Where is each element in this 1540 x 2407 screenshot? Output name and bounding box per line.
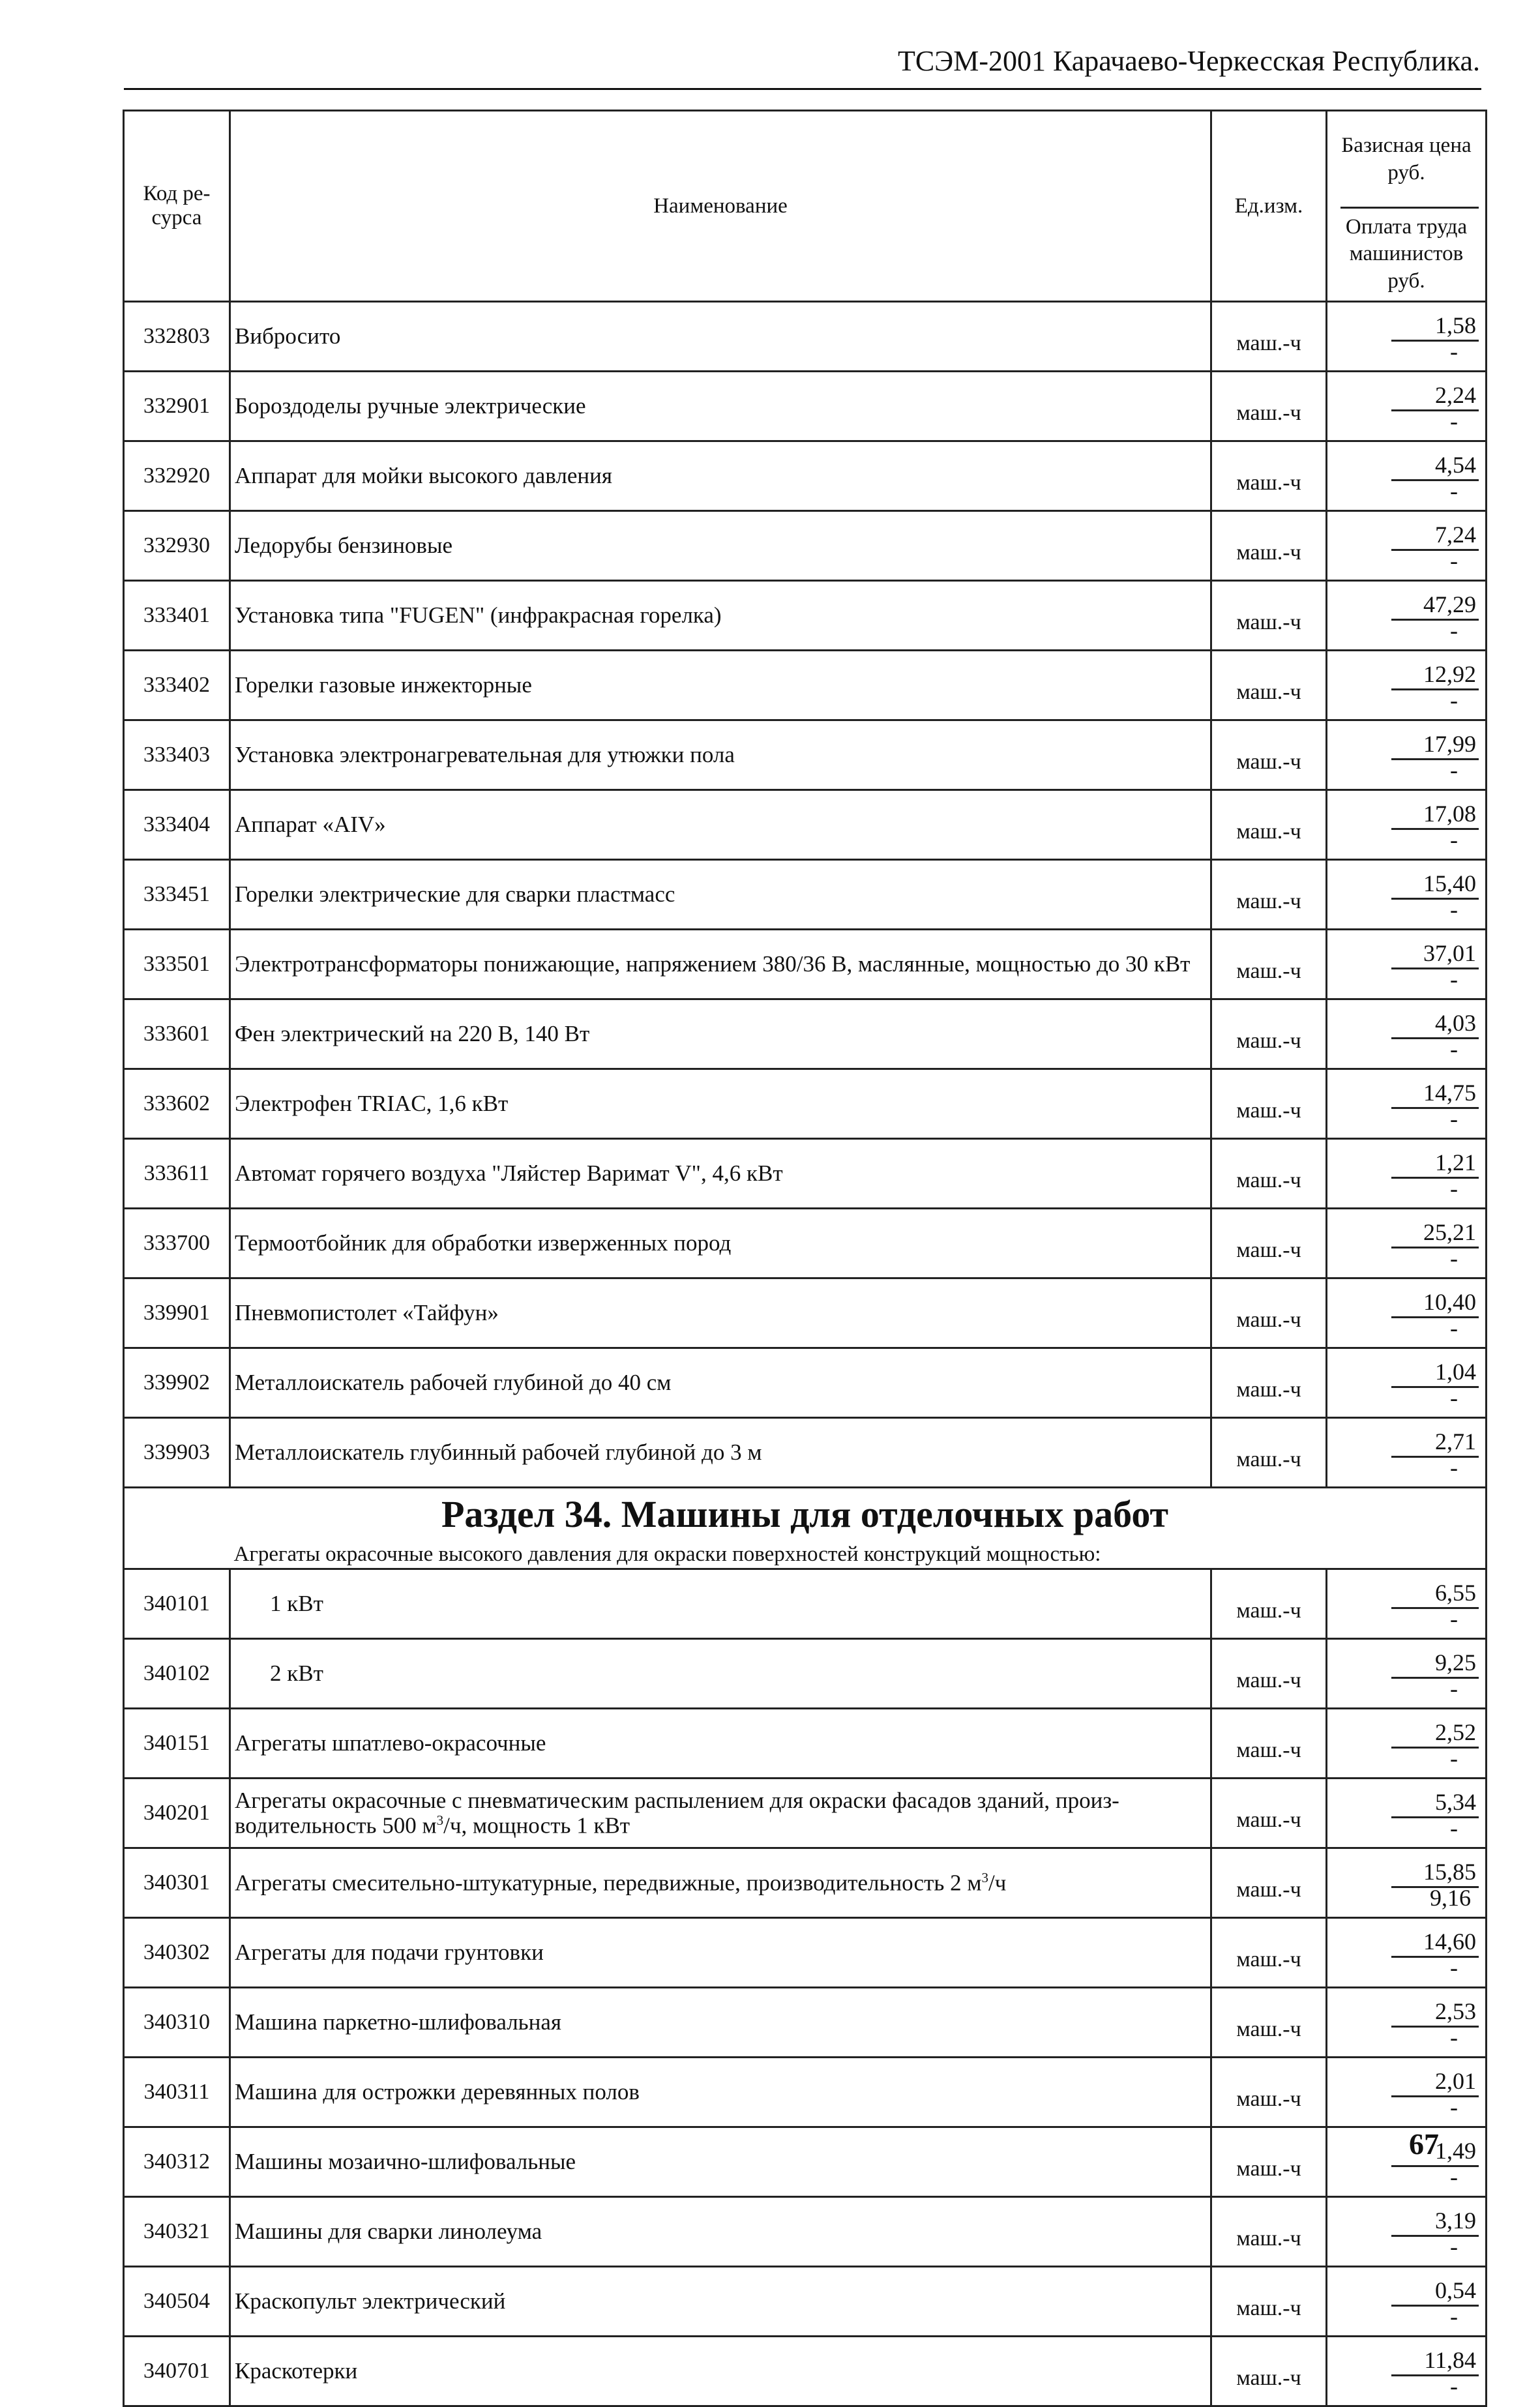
resource-name [230, 1779, 1211, 1848]
section-heading-row [124, 1488, 1487, 1541]
unit-of-measure: маш.-ч [1211, 1569, 1327, 1639]
resource-name-text: /ч [988, 1870, 1007, 1896]
unit-of-measure: маш.-ч [1211, 1918, 1327, 1988]
table-row [124, 441, 1487, 511]
resource-name-text: Агрегаты смесительно-штукатурные, передвижные, производительность 2 м [235, 1870, 982, 1896]
price-cell [1327, 302, 1487, 372]
table-row [124, 2058, 1487, 2127]
section-title: Раздел 34. Машины для отделочных работ [441, 1493, 1169, 1535]
operator-wage: - [1450, 478, 1458, 504]
base-price: 2,24 [1391, 381, 1479, 411]
resource-code: 333404 [124, 790, 230, 860]
resource-code: 339903 [124, 1418, 230, 1488]
resource-code: 340312 [124, 2127, 230, 2197]
base-price: 3,19 [1391, 2206, 1479, 2237]
base-price: 0,54 [1391, 2276, 1479, 2307]
unit-of-measure: маш.-ч [1211, 581, 1327, 651]
table-row [124, 511, 1487, 581]
table-row [124, 372, 1487, 441]
base-price: 37,01 [1391, 939, 1479, 969]
group-subheading: Агрегаты окрасочные высокого давления для окраски поверхностей конструкций мощностью: [233, 1542, 1101, 1566]
table-row [124, 1348, 1487, 1418]
resource-code: 333601 [124, 999, 230, 1069]
base-price: 15,85 [1391, 1857, 1479, 1888]
price-cell [1327, 651, 1487, 720]
resource-name-text: /ч, мощность 1 кВт [443, 1812, 630, 1838]
table-row [124, 1418, 1487, 1488]
base-price: 9,25 [1391, 1648, 1479, 1679]
resource-name: Установка электронагревательная для утюжки пола [230, 720, 1211, 790]
base-price: 17,99 [1391, 730, 1479, 760]
base-price: 4,54 [1391, 450, 1479, 481]
resource-code: 339902 [124, 1348, 230, 1418]
resource-name-text: Агрегаты окрасочные с пневматическим распылением для окраски фасадов зданий, произ-водительность 500 м [235, 1787, 1119, 1838]
price-cell [1327, 1639, 1487, 1709]
unit-exponent: 3 [981, 1869, 988, 1885]
operator-wage: - [1450, 2234, 1458, 2260]
operator-wage: - [1450, 548, 1458, 574]
resource-code: 333611 [124, 1139, 230, 1209]
operator-wage: - [1450, 2164, 1458, 2190]
base-price: 1,58 [1391, 311, 1479, 342]
resource-code: 340310 [124, 1988, 230, 2058]
table-row [124, 1278, 1487, 1348]
resource-name: Машины мозаично-шлифовальные [230, 2127, 1211, 2197]
resource-name: Термоотбойник для обработки изверженных пород [230, 1209, 1211, 1278]
price-cell [1327, 1918, 1487, 1988]
resource-name: 1 кВт [230, 1569, 1211, 1639]
base-price: 14,60 [1391, 1927, 1479, 1958]
price-cell [1327, 930, 1487, 999]
base-price: 47,29 [1391, 590, 1479, 621]
price-cell [1327, 999, 1487, 1069]
resource-name: Ледорубы бензиновые [230, 511, 1211, 581]
table-row [124, 1779, 1487, 1848]
unit-of-measure: маш.-ч [1211, 2337, 1327, 2406]
unit-of-measure: маш.-ч [1211, 2197, 1327, 2267]
table-row [124, 1918, 1487, 1988]
unit-of-measure: маш.-ч [1211, 1709, 1327, 1779]
resource-code: 340101 [124, 1569, 230, 1639]
resource-code: 340311 [124, 2058, 230, 2127]
base-price: 2,71 [1391, 1427, 1479, 1458]
header-rule [124, 88, 1481, 90]
resource-name: Металлоискатель рабочей глубиной до 40 см [230, 1348, 1211, 1418]
resource-name: Электрофен TRIAC, 1,6 кВт [230, 1069, 1211, 1139]
price-cell [1327, 1139, 1487, 1209]
table-row [124, 720, 1487, 790]
unit-of-measure: маш.-ч [1211, 999, 1327, 1069]
resource-code: 332930 [124, 511, 230, 581]
operator-wage: - [1450, 687, 1458, 713]
price-cell [1327, 860, 1487, 930]
base-price: 1,21 [1391, 1148, 1479, 1179]
column-header-price [1327, 111, 1487, 302]
document-header-title: ТСЭМ-2001 Карачаево-Черкесская Республика. [897, 45, 1480, 77]
resource-name: Аппарат «AIV» [230, 790, 1211, 860]
resource-code: 333451 [124, 860, 230, 930]
column-header-unit: Ед.изм. [1211, 111, 1327, 302]
unit-of-measure: маш.-ч [1211, 1139, 1327, 1209]
resource-code: 339901 [124, 1278, 230, 1348]
resource-name: Краскотерки [230, 2337, 1211, 2406]
resource-code: 332920 [124, 441, 230, 511]
price-cell [1327, 2337, 1487, 2406]
resource-code: 340321 [124, 2197, 230, 2267]
resource-code: 340102 [124, 1639, 230, 1709]
resource-name: Пневмопистолет «Тайфун» [230, 1278, 1211, 1348]
base-price: 2,01 [1391, 2067, 1479, 2097]
price-cell [1327, 1709, 1487, 1779]
operator-wage: 9,16 [1430, 1885, 1471, 1911]
resource-name: 2 кВт [230, 1639, 1211, 1709]
operator-wage: - [1450, 2373, 1458, 2399]
operator-wage: - [1450, 1676, 1458, 1702]
table-row [124, 790, 1487, 860]
column-header-operator-wage: Оплата труда машинистов руб. [1345, 215, 1468, 293]
price-cell [1327, 2197, 1487, 2267]
unit-of-measure: маш.-ч [1211, 790, 1327, 860]
operator-wage: - [1450, 1106, 1458, 1132]
operator-wage: - [1450, 896, 1458, 923]
operator-wage: - [1450, 338, 1458, 364]
unit-of-measure: маш.-ч [1211, 2058, 1327, 2127]
resource-name: Агрегаты шпатлево-окрасочные [230, 1709, 1211, 1779]
price-cell [1327, 1848, 1487, 1918]
operator-wage: - [1450, 1315, 1458, 1341]
resource-name: Вибросито [230, 302, 1211, 372]
resource-code: 333602 [124, 1069, 230, 1139]
base-price: 10,40 [1391, 1288, 1479, 1318]
column-header-base-price: Базисная цена руб. [1341, 134, 1472, 185]
operator-wage: - [1450, 827, 1458, 853]
resource-code: 333403 [124, 720, 230, 790]
group-subheading-row [124, 1541, 1487, 1569]
base-price: 2,52 [1391, 1718, 1479, 1749]
resource-code: 333402 [124, 651, 230, 720]
resource-name: Краскопульт электрический [230, 2267, 1211, 2337]
resource-code: 332803 [124, 302, 230, 372]
resource-name: Машина для острожки деревянных полов [230, 2058, 1211, 2127]
base-price: 6,55 [1391, 1578, 1479, 1609]
resource-price-table [123, 110, 1487, 2407]
table-row [124, 581, 1487, 651]
table-row [124, 860, 1487, 930]
unit-of-measure: маш.-ч [1211, 2127, 1327, 2197]
operator-wage: - [1450, 2303, 1458, 2329]
unit-of-measure: маш.-ч [1211, 302, 1327, 372]
base-price: 25,21 [1391, 1218, 1479, 1248]
unit-of-measure: маш.-ч [1211, 1988, 1327, 2058]
operator-wage: - [1450, 1815, 1458, 1841]
price-cell [1327, 1779, 1487, 1848]
base-price: 11,84 [1391, 2346, 1479, 2376]
price-cell [1327, 2127, 1487, 2197]
table-row [124, 1139, 1487, 1209]
price-cell [1327, 790, 1487, 860]
price-cell [1327, 1988, 1487, 2058]
resource-code: 340701 [124, 2337, 230, 2406]
price-cell [1327, 2058, 1487, 2127]
table-row [124, 2337, 1487, 2406]
operator-wage: - [1450, 1455, 1458, 1481]
table-row [124, 1069, 1487, 1139]
table-row [124, 2197, 1487, 2267]
unit-of-measure: маш.-ч [1211, 1639, 1327, 1709]
resource-code: 333501 [124, 930, 230, 999]
table-row [124, 1848, 1487, 1918]
base-price: 1,49 [1391, 2136, 1479, 2167]
unit-of-measure: маш.-ч [1211, 1779, 1327, 1848]
resource-name [230, 1848, 1211, 1918]
unit-of-measure: маш.-ч [1211, 1848, 1327, 1918]
table-row [124, 651, 1487, 720]
unit-of-measure: маш.-ч [1211, 720, 1327, 790]
resource-name: Машины для сварки линолеума [230, 2197, 1211, 2267]
base-price: 4,03 [1391, 1009, 1479, 1039]
resource-code: 340151 [124, 1709, 230, 1779]
operator-wage: - [1450, 1385, 1458, 1411]
unit-of-measure: маш.-ч [1211, 511, 1327, 581]
base-price: 17,08 [1391, 799, 1479, 830]
table-row [124, 2267, 1487, 2337]
resource-code: 332901 [124, 372, 230, 441]
resource-code: 340302 [124, 1918, 230, 1988]
operator-wage: - [1450, 2094, 1458, 2120]
column-header-code: Код ре- сурса [124, 111, 230, 302]
resource-name: Электротрансформаторы понижающие, напряжением 380/36 В, маслянные, мощностью до 30 кВт [230, 930, 1211, 999]
resource-code: 333700 [124, 1209, 230, 1278]
resource-name: Аппарат для мойки высокого давления [230, 441, 1211, 511]
resource-name: Горелки газовые инжекторные [230, 651, 1211, 720]
base-price: 14,75 [1391, 1078, 1479, 1109]
unit-of-measure: маш.-ч [1211, 860, 1327, 930]
resource-code: 340201 [124, 1779, 230, 1848]
unit-of-measure: маш.-ч [1211, 930, 1327, 999]
table-row [124, 1209, 1487, 1278]
price-cell [1327, 511, 1487, 581]
unit-of-measure: маш.-ч [1211, 1348, 1327, 1418]
base-price: 2,53 [1391, 1997, 1479, 2028]
table-row [124, 302, 1487, 372]
base-price: 5,34 [1391, 1788, 1479, 1818]
resource-name: Фен электрический на 220 В, 140 Вт [230, 999, 1211, 1069]
resource-code: 340504 [124, 2267, 230, 2337]
resource-code: 340301 [124, 1848, 230, 1918]
resource-name: Горелки электрические для сварки пластмасс [230, 860, 1211, 930]
unit-of-measure: маш.-ч [1211, 441, 1327, 511]
operator-wage: - [1450, 966, 1458, 992]
operator-wage: - [1450, 1036, 1458, 1062]
base-price: 15,40 [1391, 869, 1479, 900]
operator-wage: - [1450, 1745, 1458, 1771]
price-cell [1327, 1069, 1487, 1139]
table-row [124, 1709, 1487, 1779]
resource-code: 333401 [124, 581, 230, 651]
table-header-row [124, 111, 1487, 302]
unit-exponent: 3 [436, 1812, 444, 1828]
table-row [124, 1639, 1487, 1709]
resource-name: Машина паркетно-шлифовальная [230, 1988, 1211, 2058]
resource-name: Металлоискатель глубинный рабочей глубиной до 3 м [230, 1418, 1211, 1488]
resource-name: Установка типа "FUGEN" (инфракрасная горелка) [230, 581, 1211, 651]
unit-of-measure: маш.-ч [1211, 651, 1327, 720]
operator-wage: - [1450, 617, 1458, 643]
resource-name: Агрегаты для подачи грунтовки [230, 1918, 1211, 1988]
price-cell [1327, 1209, 1487, 1278]
page-number: 67 [1409, 2127, 1439, 2161]
operator-wage: - [1450, 408, 1458, 434]
column-header-name: Наименование [230, 111, 1211, 302]
operator-wage: - [1450, 1245, 1458, 1271]
unit-of-measure: маш.-ч [1211, 1278, 1327, 1348]
table-row [124, 2127, 1487, 2197]
price-cell [1327, 1569, 1487, 1639]
table-row [124, 1569, 1487, 1639]
price-cell [1327, 1418, 1487, 1488]
base-price: 12,92 [1391, 660, 1479, 690]
unit-of-measure: маш.-ч [1211, 1069, 1327, 1139]
unit-of-measure: маш.-ч [1211, 2267, 1327, 2337]
table-row [124, 999, 1487, 1069]
operator-wage: - [1450, 1175, 1458, 1202]
operator-wage: - [1450, 757, 1458, 783]
price-cell [1327, 372, 1487, 441]
base-price: 7,24 [1391, 520, 1479, 551]
price-cell [1327, 1278, 1487, 1348]
resource-name: Бороздоделы ручные электрические [230, 372, 1211, 441]
table-row [124, 1988, 1487, 2058]
operator-wage: - [1450, 1606, 1458, 1632]
price-cell [1327, 441, 1487, 511]
table-row [124, 930, 1487, 999]
base-price: 1,04 [1391, 1357, 1479, 1388]
operator-wage: - [1450, 1955, 1458, 1981]
resource-name: Автомат горячего воздуха "Ляйстер Варимат V", 4,6 кВт [230, 1139, 1211, 1209]
price-cell [1327, 581, 1487, 651]
unit-of-measure: маш.-ч [1211, 1209, 1327, 1278]
price-cell [1327, 720, 1487, 790]
operator-wage: - [1450, 2024, 1458, 2050]
unit-of-measure: маш.-ч [1211, 372, 1327, 441]
unit-of-measure: маш.-ч [1211, 1418, 1327, 1488]
price-cell [1327, 2267, 1487, 2337]
price-cell [1327, 1348, 1487, 1418]
